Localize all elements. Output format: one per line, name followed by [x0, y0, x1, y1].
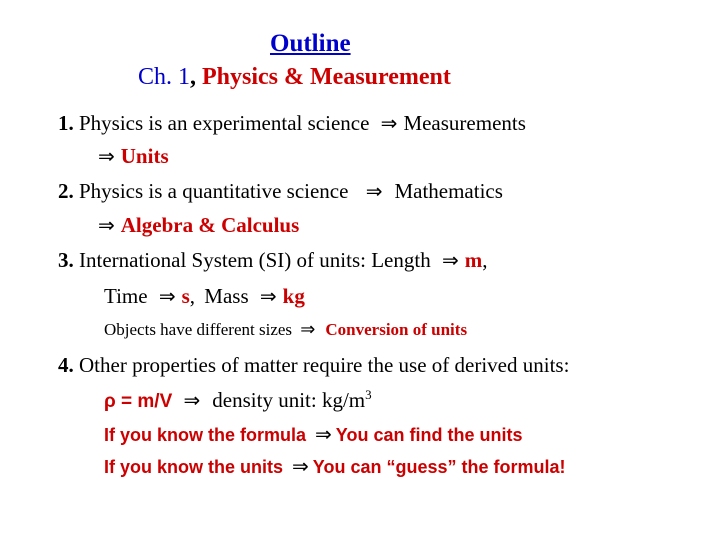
implies-arrow-icon: ⇒ — [98, 213, 115, 237]
item-1-line — [58, 110, 526, 136]
length-unit: m — [464, 248, 483, 272]
implies-arrow-icon: ⇒ — [300, 319, 316, 340]
item-4-text: Other properties of matter require the use of derived units: — [79, 353, 570, 377]
formula-to-units-right: You can find the units — [335, 425, 523, 445]
item-4-formula-line — [104, 387, 372, 415]
item-1-sub-result: Units — [120, 144, 169, 168]
implies-arrow-icon: ⇒ — [183, 388, 201, 412]
implies-arrow-icon: ⇒ — [380, 111, 398, 135]
implies-arrow-icon: ⇒ — [259, 284, 277, 308]
time-comma: , — [189, 284, 196, 308]
item-4-number: 4. — [58, 353, 74, 377]
item-2-subline — [98, 212, 299, 238]
mass-label: Mass — [204, 284, 249, 308]
item-1-text: Physics is an experimental science — [79, 111, 370, 135]
item-1-result: Measurements — [403, 111, 526, 135]
implies-arrow-icon: ⇒ — [365, 179, 383, 203]
slide-title: Outline — [270, 30, 351, 57]
item-2-sub-result: Algebra & Calculus — [120, 213, 300, 237]
mass-unit: kg — [282, 284, 305, 308]
item-4-line-3 — [104, 453, 565, 480]
implies-arrow-icon: ⇒ — [441, 248, 459, 272]
time-unit: s — [181, 284, 190, 308]
item-2-line — [58, 178, 503, 204]
implies-arrow-icon: ⇒ — [98, 144, 115, 168]
item-4-line — [58, 352, 569, 378]
chapter-label: Ch. 1 — [138, 64, 191, 90]
item-1-subline — [98, 143, 169, 169]
chapter-topic: Physics & Measurement — [202, 64, 451, 90]
item-3-line — [58, 247, 487, 273]
item-3-text: International System (SI) of units: Length — [79, 248, 431, 272]
item-1-number: 1. — [58, 111, 74, 135]
slide-subtitle — [138, 64, 451, 91]
item-3-subline — [104, 283, 305, 309]
units-to-formula-left: If you know the units — [104, 457, 283, 477]
note-result: Conversion of units — [325, 320, 468, 339]
item-4-line-2 — [104, 421, 522, 448]
item-3-comma: , — [482, 248, 488, 272]
implies-arrow-icon: ⇒ — [292, 454, 309, 478]
chapter-comma: , — [190, 64, 197, 90]
time-label: Time — [104, 284, 148, 308]
units-to-formula-right: You can “guess” the formula! — [312, 457, 566, 477]
implies-arrow-icon: ⇒ — [158, 284, 176, 308]
item-3-number: 3. — [58, 248, 74, 272]
density-text: density unit: kg/m — [212, 388, 366, 412]
item-2-result: Mathematics — [394, 179, 503, 203]
note-text: Objects have different sizes — [104, 320, 293, 339]
item-2-number: 2. — [58, 179, 74, 203]
formula-to-units-left: If you know the formula — [104, 425, 307, 445]
density-formula: ρ = m/V — [104, 391, 173, 412]
item-2-text: Physics is a quantitative science — [79, 179, 349, 203]
density-exponent: 3 — [365, 387, 372, 402]
item-3-note — [104, 317, 467, 343]
implies-arrow-icon: ⇒ — [315, 422, 332, 446]
